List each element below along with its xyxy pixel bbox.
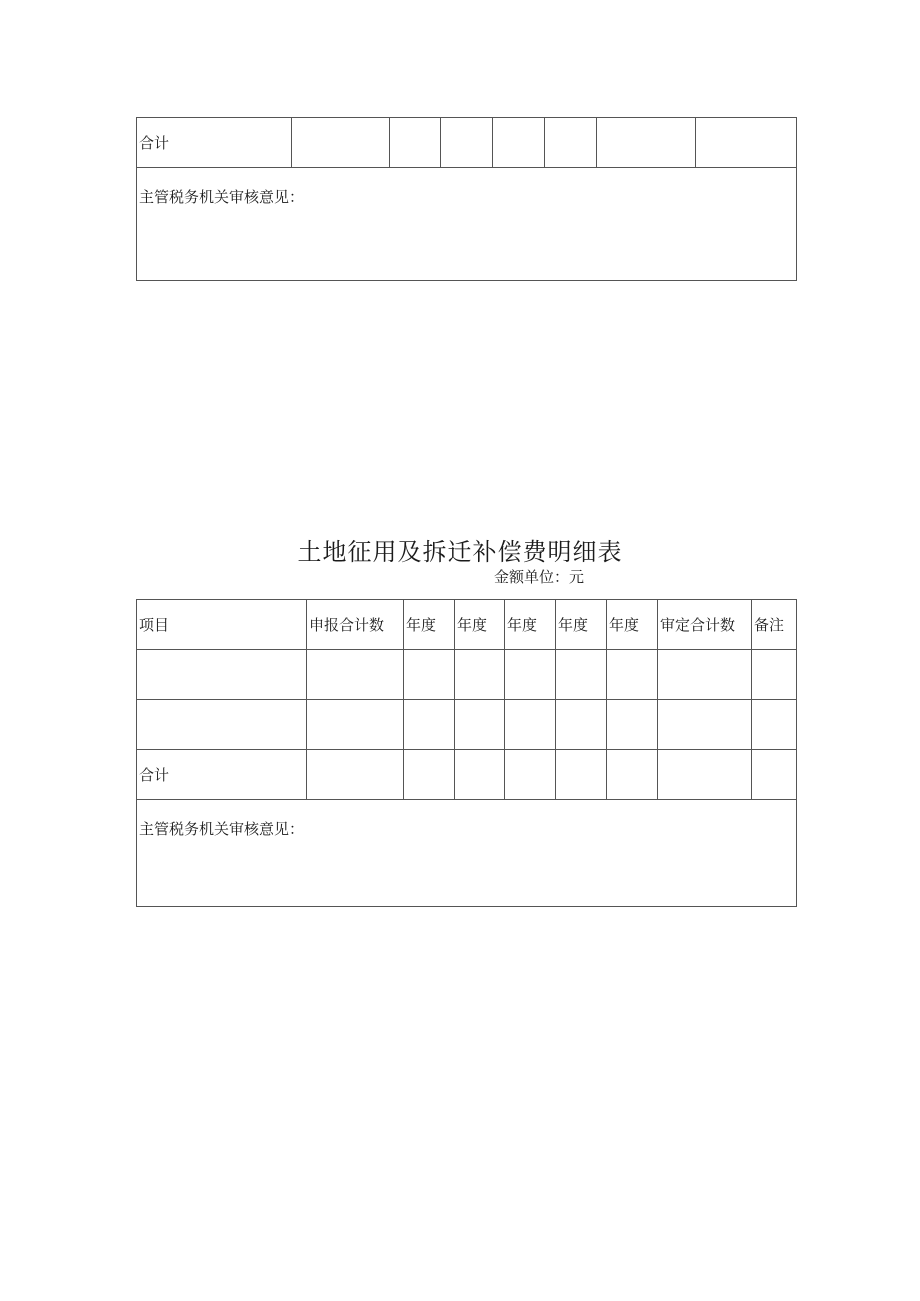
- column-header-item: 项目: [137, 600, 307, 650]
- table-cell[interactable]: [307, 750, 404, 800]
- column-header-year: 年度: [556, 600, 607, 650]
- table-cell[interactable]: [292, 118, 390, 168]
- table-cell[interactable]: [307, 700, 404, 750]
- table-cell[interactable]: [455, 650, 505, 700]
- table-cell[interactable]: [752, 650, 797, 700]
- total-row: [137, 750, 797, 800]
- table-cell[interactable]: [607, 700, 658, 750]
- table-cell[interactable]: [441, 118, 493, 168]
- table-cell[interactable]: [137, 650, 307, 700]
- table-cell[interactable]: [597, 118, 696, 168]
- table-cell[interactable]: [505, 750, 556, 800]
- review-opinion-row: [137, 800, 797, 907]
- table-cell[interactable]: [390, 118, 441, 168]
- amount-unit-note: 金额单位：元: [494, 568, 585, 586]
- table-row: [137, 700, 797, 750]
- table-cell[interactable]: [404, 750, 455, 800]
- table-cell[interactable]: [696, 118, 797, 168]
- table-cell[interactable]: [505, 650, 556, 700]
- table-cell[interactable]: [556, 650, 607, 700]
- review-opinion-field[interactable]: [137, 800, 797, 907]
- table-cell[interactable]: [752, 700, 797, 750]
- compensation-detail-table: [136, 599, 797, 907]
- column-header-year: 年度: [455, 600, 505, 650]
- total-row: [137, 118, 797, 168]
- table-cell[interactable]: [493, 118, 545, 168]
- table-cell[interactable]: [752, 750, 797, 800]
- total-label: 合计: [137, 750, 307, 800]
- column-header-year: 年度: [607, 600, 658, 650]
- review-opinion-label: 主管税务机关审核意见：: [139, 820, 305, 838]
- total-label: 合计: [137, 118, 292, 168]
- table-cell[interactable]: [455, 700, 505, 750]
- column-header-approved-total: 审定合计数: [658, 600, 752, 650]
- table-row: [137, 650, 797, 700]
- table-cell[interactable]: [556, 700, 607, 750]
- column-header-year: 年度: [404, 600, 455, 650]
- table-cell[interactable]: [505, 700, 556, 750]
- review-opinion-label: 主管税务机关审核意见：: [139, 188, 305, 206]
- table-cell[interactable]: [556, 750, 607, 800]
- table-cell[interactable]: [137, 700, 307, 750]
- header-row: [137, 600, 797, 650]
- table-cell[interactable]: [455, 750, 505, 800]
- table-cell[interactable]: [607, 750, 658, 800]
- table-cell[interactable]: [658, 650, 752, 700]
- column-header-remarks: 备注: [752, 600, 797, 650]
- table-cell[interactable]: [404, 700, 455, 750]
- table-cell[interactable]: [404, 650, 455, 700]
- table-cell[interactable]: [658, 750, 752, 800]
- review-opinion-row: [137, 168, 797, 281]
- page-title: 土地征用及拆迁补偿费明细表: [297, 538, 623, 566]
- previous-table-fragment: [136, 117, 797, 281]
- column-header-year: 年度: [505, 600, 556, 650]
- review-opinion-field[interactable]: [137, 168, 797, 281]
- table-cell[interactable]: [658, 700, 752, 750]
- column-header-declared-total: 申报合计数: [307, 600, 404, 650]
- table-cell[interactable]: [607, 650, 658, 700]
- table-cell[interactable]: [545, 118, 597, 168]
- table-cell[interactable]: [307, 650, 404, 700]
